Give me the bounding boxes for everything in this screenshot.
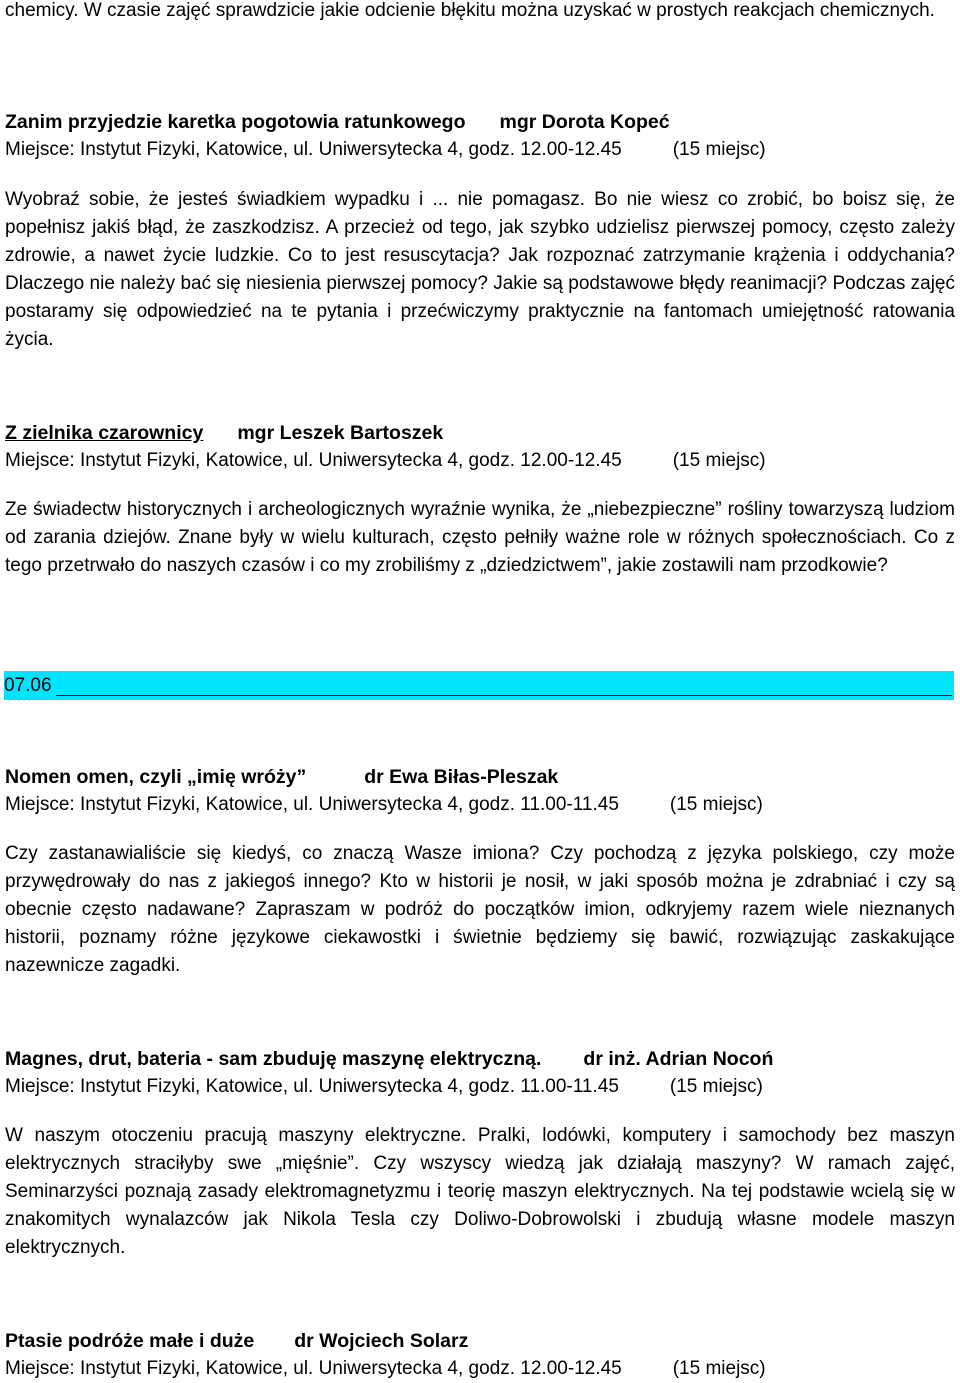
session-title-row	[5, 1045, 955, 1073]
intro-paragraph	[5, 0, 955, 25]
session-place-row	[5, 447, 955, 475]
session-seats: (15 miejsc)	[672, 450, 766, 471]
session-lecturer: dr Ewa Biłas-Pleszak	[364, 766, 559, 788]
date-header: 07.06	[4, 675, 52, 696]
session-place: Miejsce: Instytut Fizyki, Katowice, ul. Uniwersytecka 4, godz. 12.00-12.45	[5, 139, 622, 160]
session-title: Ptasie podróże małe i duże	[5, 1330, 255, 1352]
session-title-row	[5, 1327, 955, 1355]
session-place-row	[5, 791, 955, 819]
session-seats: (15 miejsc)	[672, 1358, 766, 1379]
session-seats: (15 miejsc)	[672, 139, 766, 160]
session-electric-machine	[5, 1045, 955, 1262]
session-title-row	[5, 419, 955, 447]
session-place-row	[5, 1355, 955, 1383]
session-place-row	[5, 1073, 955, 1101]
session-place: Miejsce: Instytut Fizyki, Katowice, ul. Uniwersytecka 4, godz. 12.00-12.45	[5, 1358, 622, 1379]
session-lecturer: dr inż. Adrian Nocoń	[583, 1048, 774, 1070]
session-witch-herbarium	[5, 419, 955, 580]
session-lecturer: mgr Dorota Kopeć	[499, 111, 670, 133]
date-header-bar	[4, 671, 954, 700]
session-description: Czy zastanawialiście się kiedyś, co znaczą Wasze imiona? Czy pochodzą z języka polskiego, czy może przywędrowały do nas z jakiegoś innego? Kto w historii je nosił, w jaki sposób można je zdrabniać i czy są obecnie często nadawane? Zapraszam w podróż do początków imion, odkryjemy razem wiele nieznanych historii, poznamy różne językowe ciekawostki i świetnie będziemy się bawić, rozwiązując zaskakujące nazewnicze zagadki.	[5, 843, 955, 976]
session-title: Nomen omen, czyli „imię wróży”	[5, 766, 307, 788]
session-lecturer: dr Wojciech Solarz	[294, 1330, 469, 1352]
session-title: Magnes, drut, bateria - sam zbuduję maszynę elektryczną.	[5, 1048, 542, 1070]
session-first-aid	[5, 108, 955, 354]
session-title: Z zielnika czarownicy	[5, 422, 204, 444]
session-description: Wyobraź sobie, że jesteś świadkiem wypadku i ... nie pomagasz. Bo nie wiesz co zrobić, bo boisz się, że popełnisz jakiś błąd, że zaszkodzisz. A przecież od tego, jak szybko udzielisz pierwszej pomocy, często zależy zdrowie, a nawet życie ludzkie. Co to jest resuscytacja? Jak rozpoznać zatrzymanie krążenia i oddychania? Dlaczego nie należy bać się niesienia pierwszej pomocy? Jakie są podstawowe błędy reanimacji? Podczas zajęć postaramy się odpowiedzieć na te pytania i przećwiczymy praktycznie na fantomach umiejętność ratowania życia.	[5, 189, 955, 350]
intro-line-1: chemicy. W czasie zajęć sprawdzicie jakie odcienie błękitu można uzyskać w prostych reakcjach	[5, 0, 815, 21]
session-title-row	[5, 763, 955, 791]
date-underline	[56, 695, 952, 696]
session-place: Miejsce: Instytut Fizyki, Katowice, ul. Uniwersytecka 4, godz. 12.00-12.45	[5, 450, 622, 471]
session-lecturer: mgr Leszek Bartoszek	[237, 422, 444, 444]
session-seats: (15 miejsc)	[669, 1076, 763, 1097]
session-title-row	[5, 108, 955, 136]
session-title: Zanim przyjedzie karetka pogotowia ratunkowego	[5, 111, 466, 133]
intro-line-2: chemicznych.	[819, 0, 935, 21]
session-description: Ze świadectw historycznych i archeologicznych wyraźnie wynika, że „niebezpieczne” rośliny towarzyszą ludziom od zarania dziejów. Znane były w wielu kulturach, często pełniły ważne role w różnych społecznościach. Co z tego przetrwało do naszych czasów i co my zrobiliśmy z „dziedzictwem”, jakie zostawili nam przodkowie?	[5, 499, 955, 576]
session-place: Miejsce: Instytut Fizyki, Katowice, ul. Uniwersytecka 4, godz. 11.00-11.45	[5, 1076, 619, 1097]
session-place-row	[5, 136, 955, 164]
session-place: Miejsce: Instytut Fizyki, Katowice, ul. Uniwersytecka 4, godz. 11.00-11.45	[5, 794, 619, 815]
session-bird-journeys	[5, 1327, 955, 1383]
session-description: W naszym otoczeniu pracują maszyny elektryczne. Pralki, lodówki, komputery i samochody bez maszyn elektrycznych straciłyby swe „mięśnie”. Czy wszyscy wiedzą jak działają maszyny? W ramach zajęć, Seminarzyści poznają zasady elektromagnetyzmu i teorię maszyn elektrycznych. Na tej podstawie wcielą się w znakomitych wynalazców jak Nikola Tesla czy Doliwo-Dobrowolski i zbudują własne modele maszyn elektrycznych.	[5, 1125, 955, 1258]
session-nomen-omen	[5, 763, 955, 980]
session-seats: (15 miejsc)	[669, 794, 763, 815]
